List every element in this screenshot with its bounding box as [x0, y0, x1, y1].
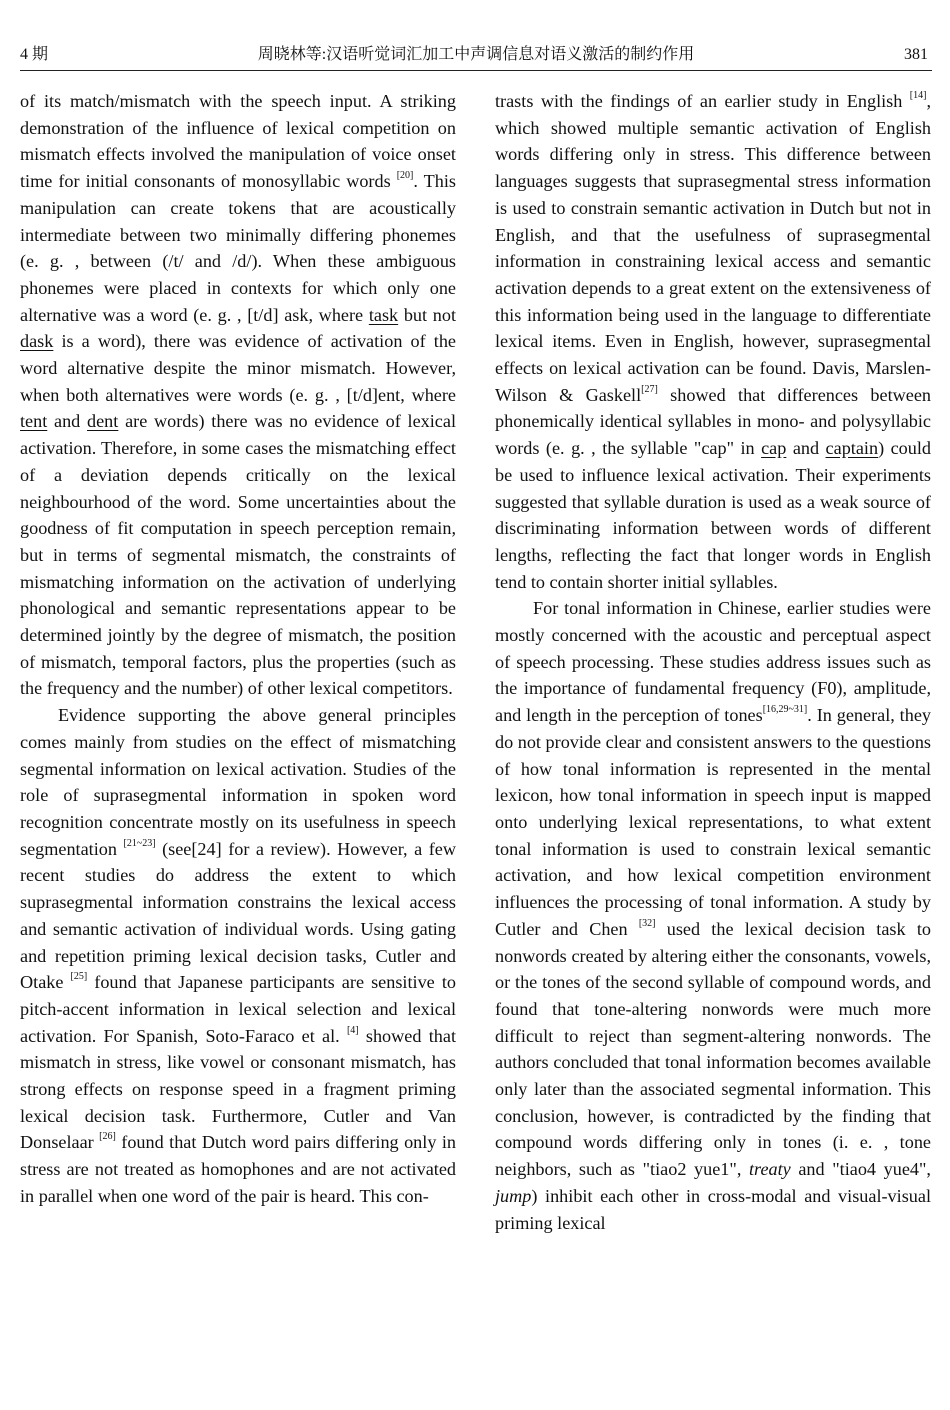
text-run: , which showed multiple semantic activation of English words differing only in stress. This difference between languages suggests that suprasegmental stress information is used to constrain semantic activation in Dutch but not in English, and that the usefulness of suprasegmental information in constraining lexical access and semantic activation depends to a great extent on the extensiveness of this information being used in the language to differentiate lexical items. Even in English, however, suprasegmental effects on lexical activation can be found. Davis, Marslen-Wilson & Gaskell: [495, 91, 931, 405]
running-title: 周晓林等:汉语听觉词汇加工中声调信息对语义激活的制约作用: [257, 46, 695, 63]
text-run: ) could be used to influence lexical activation. Their experiments suggested that syllable duration is used as a weak source of discriminating information between words of different lengths, reflecting the fact that longer words in English tend to contain shorter initial syllables.: [495, 438, 931, 592]
text-run: Evidence supporting the above general principles comes mainly from studies on the effect of mismatching segmental information on lexical activation. Studies of the role of suprasegmental information in spoken word recognition concentrate mostly on its usefulness in speech segmentation: [20, 705, 456, 859]
paragraph: [495, 595, 931, 1236]
paragraph: [20, 702, 456, 1209]
gloss-word: jump: [495, 1185, 532, 1206]
citation: [4]: [346, 1024, 359, 1036]
citation: [16,29~31]: [762, 704, 808, 716]
paragraph: [20, 88, 456, 702]
citation: [26]: [99, 1131, 116, 1143]
paragraph: [495, 88, 931, 595]
text-run: are words) there was no evidence of lexical activation. Therefore, in some cases the mismatching effect of a deviation depends critically on the lexical neighbourhood of the word. Some uncertainties about the goodness of fit computation in speech perception remain, but in terms of segmental mismatch, the constraints of mismatching information on the activation of underlying phonological and semantic representations appear to be determined jointly by the degree of mismatch, the position of mismatch, temporal factors, plus the properties (such as the frequency and the number) of other lexical competitors.: [20, 411, 456, 699]
text-run: is a word), there was evidence of activation of the word alternative despite the minor mismatch. However, when both alternatives were words (e. g. , [t/d]ent, where: [20, 331, 456, 405]
text-run: used the lexical decision task to nonwords created by altering either the consonants, vowels, or the tones of the second syllable of compound words, and found that tone-altering nonwords were much more difficult to reject than segment-altering nonwords. The authors concluded that tonal information becomes available only later than the associated segmental information. This conclusion, however, is contradicted by the finding that compound words differing only in tones (i. e. , tone neighbors, such as "tiao2 yue1",: [495, 918, 931, 1180]
text-run: showed that mismatch in stress, like vowel or consonant mismatch, has strong effects on response speed in a fragment priming lexical decision task. Furthermore, Cutler and Van Donselaar: [20, 1025, 456, 1153]
example-word: cap: [761, 438, 787, 459]
issue-number: 4 期: [20, 46, 49, 63]
text-run: found that Japanese participants are sensitive to pitch-accent information in lexical selection and lexical activation. For Spanish, Soto-Faraco et al.: [20, 972, 456, 1046]
citation: [27]: [641, 383, 658, 395]
right-column: [495, 88, 931, 1236]
running-header: [20, 44, 932, 71]
gloss-word: treaty: [748, 1159, 791, 1180]
example-word: tent: [20, 411, 48, 432]
example-word: dask: [20, 331, 54, 352]
text-run: . In general, they do not provide clear and consistent answers to the questions of how tonal information is represented in the mental lexicon, how tonal information in speech input is mapped onto underlying lexical representations, to what extent tonal information is used to constrain lexical semantic activation, and how lexical competition environment influences the processing of tonal information. A study by Cutler and Chen: [495, 705, 931, 939]
citation: [21~23]: [123, 837, 156, 849]
citation: [32]: [638, 917, 656, 929]
text-run: showed that differences between phonemically identical syllables in mono- and polysyllabic words (e. g. , the syllable "cap" in: [495, 384, 931, 459]
text-run: and "tiao4 yue4",: [790, 1159, 931, 1180]
citation: [14]: [909, 90, 927, 101]
text-run: but not: [398, 304, 456, 325]
text-run: of its match/mismatch with the speech input. A striking demonstration of the influence of lexical competition on mismatch effects involved the manipulation of voice onset time for initial consonants of monosyllabic words: [20, 91, 456, 192]
example-word: captain: [825, 438, 879, 459]
text-run: . This manipulation can create tokens that are acoustically intermediate between two minimally differing phonemes (e. g. , between (/t/ and /d/). When these ambiguous phonemes were placed in contexts for which only one alternative was a word (e. g. , [t/d] ask, where: [20, 171, 456, 325]
page-number: 381: [904, 46, 928, 63]
citation: [25]: [70, 971, 88, 983]
citation: [20]: [396, 170, 414, 182]
text-run: found that Dutch word pairs differing only in stress are not treated as homophones and are not activated in parallel when one word of the pair is heard. This con-: [20, 1132, 456, 1206]
text-run: trasts with the findings of an earlier study in English: [495, 91, 910, 111]
example-word: task: [368, 304, 399, 325]
text-run: and: [786, 438, 826, 459]
text-run: and: [47, 411, 88, 432]
text-run: (see[24] for a review). However, a few recent studies do address the extent to which suprasegmental information constrains the lexical access and semantic activation of individual words. Using gating and repetition priming lexical decision tasks, Cutler and Otake: [20, 838, 456, 993]
text-run: ) inhibit each other in cross-modal and visual-visual priming lexical: [495, 1185, 931, 1233]
example-word: dent: [87, 411, 119, 432]
left-column: [20, 88, 456, 1210]
text-run: For tonal information in Chinese, earlier studies were mostly concerned with the acoustic and perceptual aspect of speech processing. These studies address issues such as the importance of fundamental frequency (F0), amplitude, and length in the perception of tones: [495, 598, 931, 726]
